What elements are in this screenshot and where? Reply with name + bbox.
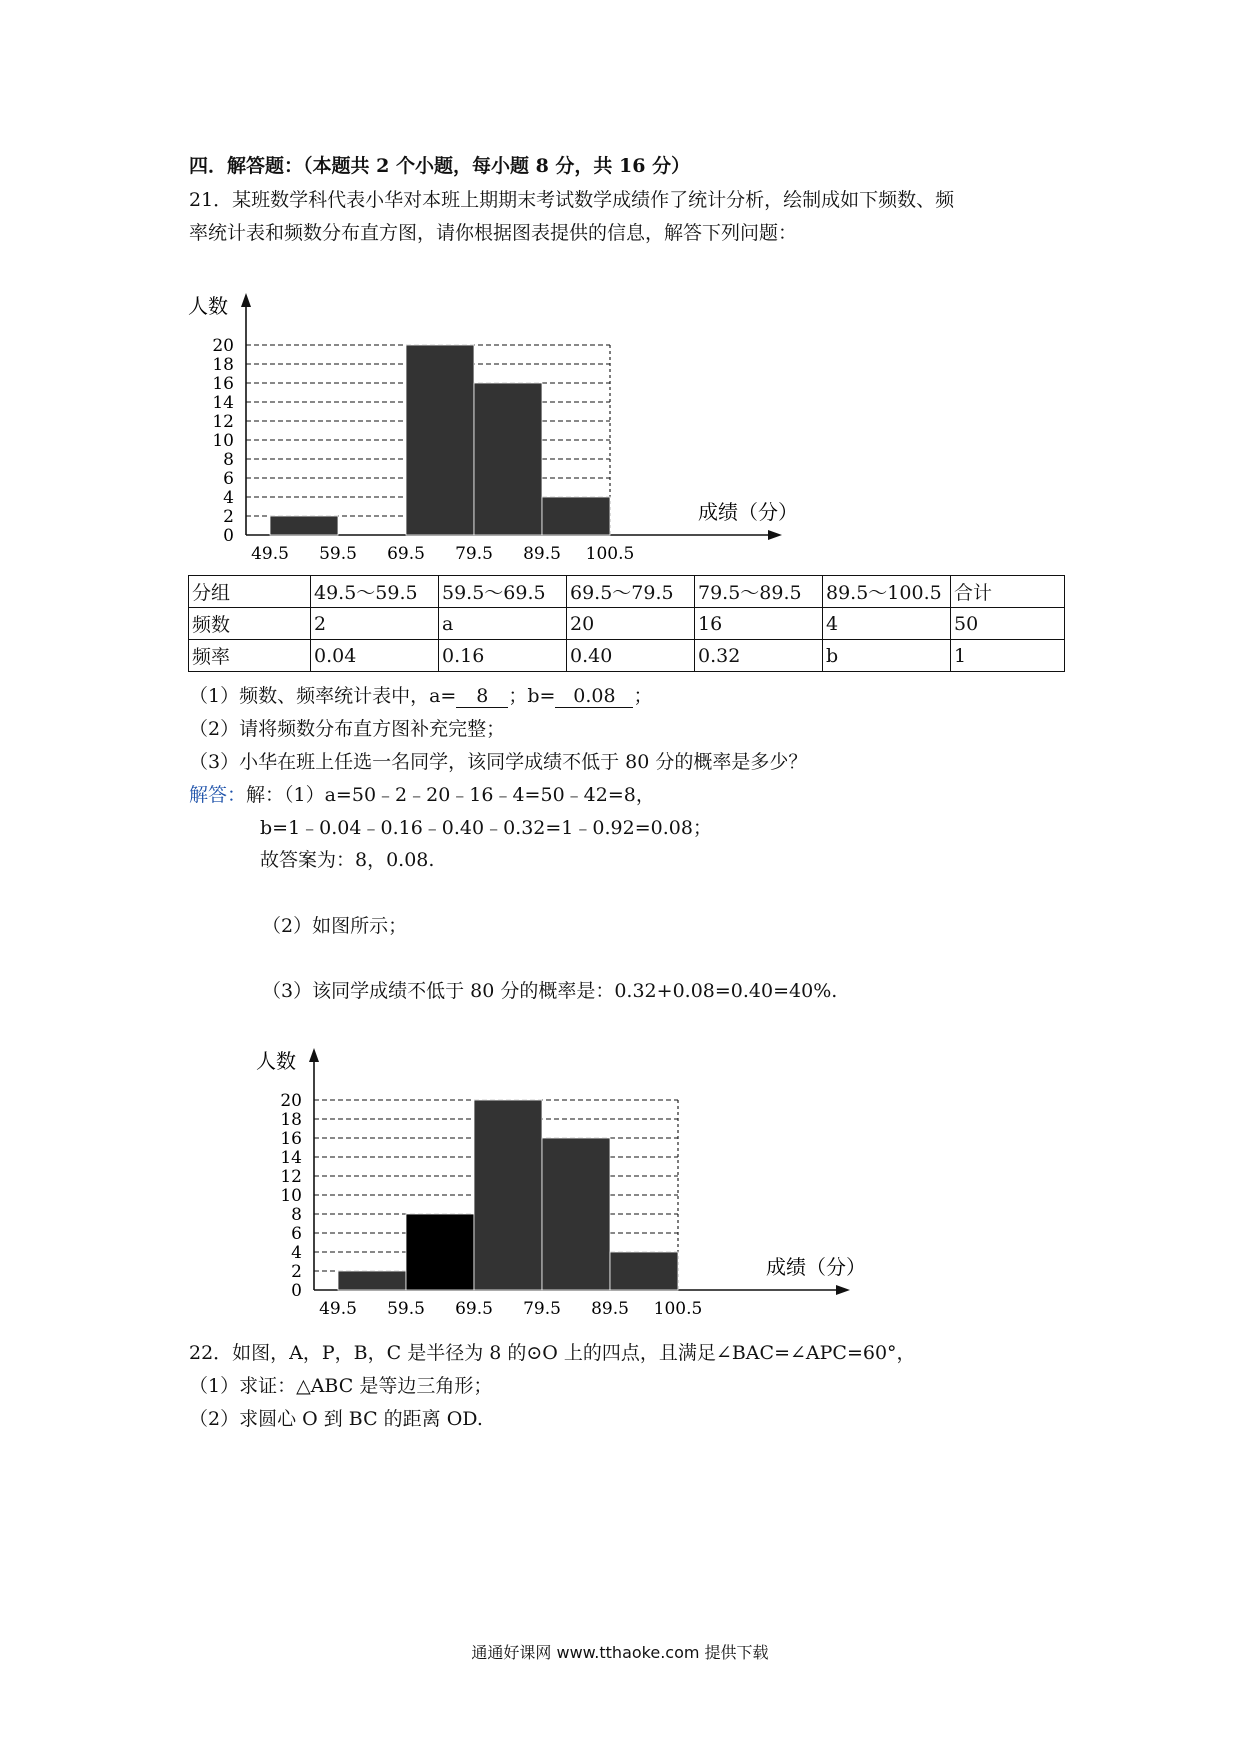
table-cell: 0.04: [311, 640, 439, 672]
x-tick-label: 89.5: [523, 544, 561, 564]
x-tick-label: 69.5: [387, 544, 425, 564]
y-tick-label: 20: [212, 336, 234, 356]
table-cell: 16: [695, 608, 823, 640]
answer-label: 解答：: [189, 784, 247, 806]
x-axis-title: 成绩（分）: [698, 500, 798, 524]
y-tick-label: 12: [212, 412, 234, 432]
table-cell: 频数: [189, 608, 311, 640]
y-tick-label: 16: [212, 374, 234, 394]
table-cell: 49.5～59.5: [311, 576, 439, 608]
table-cell: 59.5～69.5: [439, 576, 567, 608]
y-tick-label: 16: [280, 1129, 302, 1149]
x-tick-label: 100.5: [653, 1299, 703, 1319]
y-axis-title: 人数: [188, 294, 228, 318]
q21-text-line2: 率统计表和频数分布直方图，请你根据图表提供的信息，解答下列问题：: [189, 222, 798, 244]
table-cell: 1: [951, 640, 1065, 672]
histogram-bar: [406, 1214, 474, 1290]
x-tick-label: 49.5: [251, 544, 289, 564]
section-heading: 四．解答题：（本题共 2 个小题，每小题 8 分，共 16 分）: [189, 155, 691, 177]
histogram-bar: [542, 497, 610, 535]
histogram-original: [180, 255, 880, 575]
table-cell: 分组: [189, 576, 311, 608]
y-tick-label: 10: [280, 1186, 302, 1206]
table-cell: 0.16: [439, 640, 567, 672]
table-row: [189, 608, 1065, 640]
table-row: [189, 576, 1065, 608]
x-tick-label: 49.5: [319, 1299, 357, 1319]
footer: 通通好课网 www.tthaoke.com 提供下载: [471, 1643, 769, 1662]
histogram-bar: [270, 516, 338, 535]
table-cell: b: [823, 640, 951, 672]
y-tick-label: 8: [291, 1205, 302, 1225]
q21-answer-line5: （3）该同学成绩不低于 80 分的概率是：0.32+0.08=0.40=40%.: [262, 980, 838, 1002]
table-cell: 频率: [189, 640, 311, 672]
y-axis-arrow: [309, 1048, 319, 1062]
q22-text-line3: （2）求圆心 O 到 BC 的距离 OD.: [189, 1408, 483, 1430]
answer-text: 解：（1）a=50﹣2﹣20﹣16﹣4=50﹣42=8，: [246, 784, 655, 806]
histogram-bar: [474, 1100, 542, 1290]
y-tick-label: 18: [212, 355, 234, 375]
q22-text-line1: 22．如图，A，P，B，C 是半径为 8 的⊙O 上的四点，且满足∠BAC=∠APC=60°，: [189, 1342, 916, 1364]
histogram-bar: [474, 383, 542, 535]
table-cell: a: [439, 608, 567, 640]
y-tick-label: 14: [280, 1148, 302, 1168]
table-cell: 50: [951, 608, 1065, 640]
table-cell: 2: [311, 608, 439, 640]
q21-sub1-mid: ；b=: [508, 685, 556, 707]
histogram-bar: [610, 1252, 678, 1290]
y-tick-label: 4: [291, 1243, 302, 1263]
y-tick-label: 6: [223, 469, 234, 489]
y-tick-label: 18: [280, 1110, 302, 1130]
y-tick-label: 12: [280, 1167, 302, 1187]
q21-answer-line4: （2）如图所示；: [262, 915, 408, 937]
q21-answer-line1: [189, 781, 655, 809]
table-row: [189, 640, 1065, 672]
histogram-bar: [338, 1271, 406, 1290]
x-axis-arrow: [836, 1285, 850, 1295]
histogram-completed: [248, 1010, 948, 1330]
q21-sub2: （2）请将频数分布直方图补充完整；: [189, 718, 506, 740]
frequency-table: [188, 575, 1065, 672]
x-tick-label: 69.5: [455, 1299, 493, 1319]
y-tick-label: 8: [223, 450, 234, 470]
x-axis-title: 成绩（分）: [766, 1255, 866, 1279]
y-tick-label: 10: [212, 431, 234, 451]
y-axis-title: 人数: [256, 1049, 296, 1073]
x-axis-arrow: [768, 530, 782, 540]
y-tick-label: 2: [223, 507, 234, 527]
q21-answer-line2: b=1﹣0.04﹣0.16﹣0.40﹣0.32=1﹣0.92=0.08；: [260, 817, 712, 839]
histogram-bar: [542, 1138, 610, 1290]
x-tick-label: 59.5: [319, 544, 357, 564]
x-tick-label: 89.5: [591, 1299, 629, 1319]
answer-b-value: 0.08: [555, 685, 633, 708]
q21-sub1: [189, 682, 652, 710]
table-cell: 79.5～89.5: [695, 576, 823, 608]
q21-sub1-prefix: （1）频数、频率统计表中，a=: [189, 685, 457, 707]
x-tick-label: 59.5: [387, 1299, 425, 1319]
y-axis-arrow: [241, 293, 251, 307]
table-cell: 0.32: [695, 640, 823, 672]
table-cell: 89.5～100.5: [823, 576, 951, 608]
histogram-bar: [406, 345, 474, 535]
y-tick-label: 20: [280, 1091, 302, 1111]
q22-text-line2: （1）求证：△ABC 是等边三角形；: [189, 1375, 493, 1397]
y-tick-label: 2: [291, 1262, 302, 1282]
y-tick-label: 0: [291, 1281, 302, 1301]
y-tick-label: 6: [291, 1224, 302, 1244]
table-cell: 0.40: [567, 640, 695, 672]
table-cell: 4: [823, 608, 951, 640]
answer-a-value: 8: [456, 685, 508, 708]
x-tick-label: 100.5: [585, 544, 635, 564]
q21-answer-line3: 故答案为：8，0.08.: [260, 849, 435, 871]
x-tick-label: 79.5: [455, 544, 493, 564]
table-cell: 69.5～79.5: [567, 576, 695, 608]
y-tick-label: 0: [223, 526, 234, 546]
x-tick-label: 79.5: [523, 1299, 561, 1319]
table-cell: 合计: [951, 576, 1065, 608]
table-cell: 20: [567, 608, 695, 640]
q21-text-line1: 21．某班数学科代表小华对本班上期期末考试数学成绩作了统计分析，绘制成如下频数、频: [189, 189, 955, 211]
q21-sub1-suffix: ；: [633, 685, 653, 707]
y-tick-label: 4: [223, 488, 234, 508]
y-tick-label: 14: [212, 393, 234, 413]
q21-sub3: （3）小华在班上任选一名同学，该同学成绩不低于 80 分的概率是多少？: [189, 751, 808, 773]
